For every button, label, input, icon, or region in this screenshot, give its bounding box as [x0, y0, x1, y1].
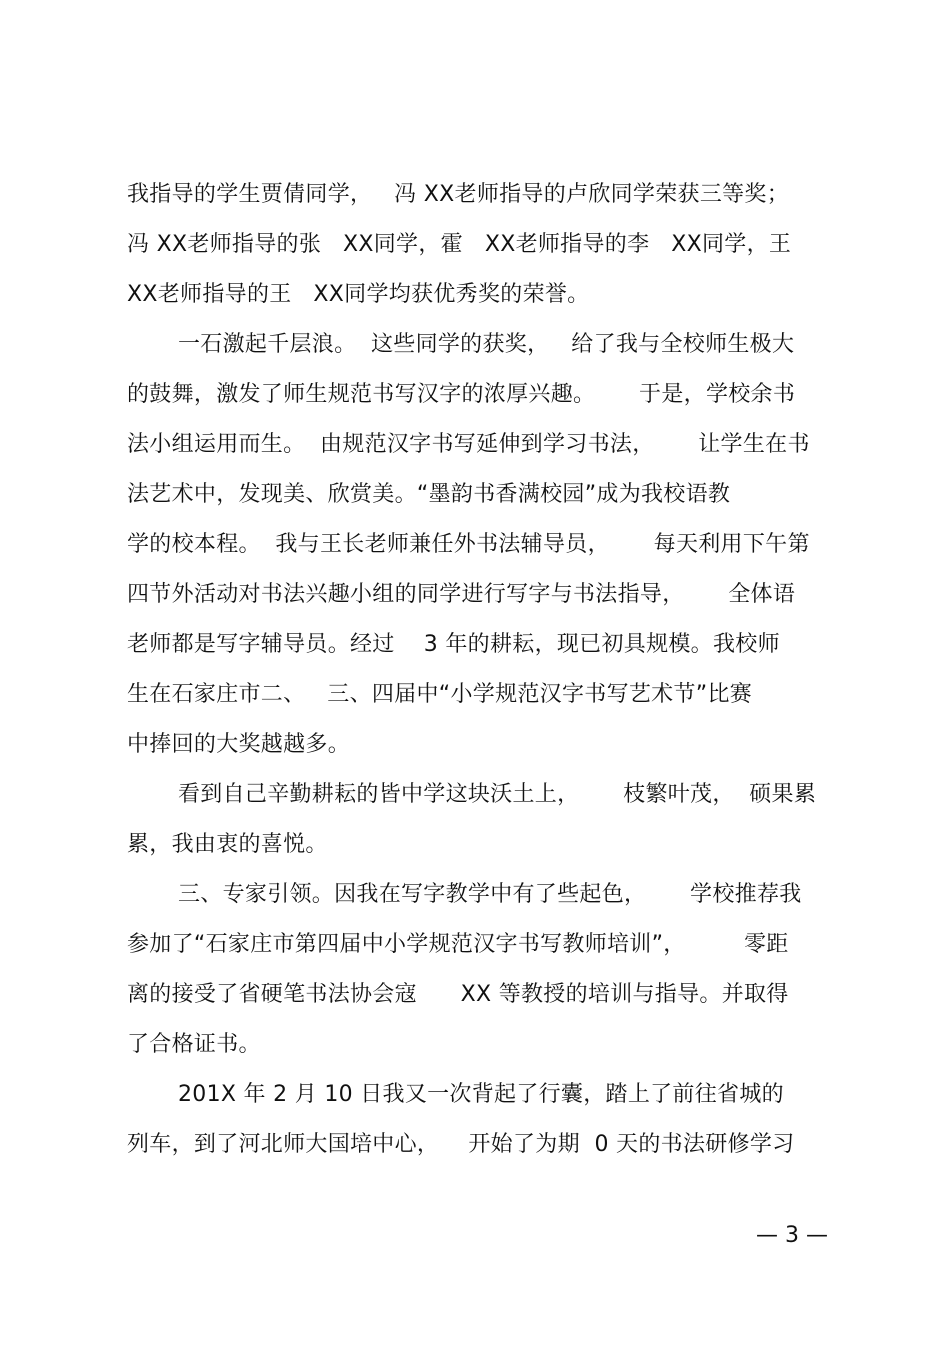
paragraph-start-line: 看到自己辛勤耕耘的皆中学这块沃土上， 枝繁叶茂， 硕果累	[178, 782, 817, 807]
text-line: XX老师指导的王 XX同学均获优秀奖的荣誉。	[127, 282, 590, 307]
text-line: 了合格证书。	[127, 1032, 261, 1057]
text-line: 中捧回的大奖越越多。	[127, 732, 351, 757]
paragraph-start-line: 三、专家引领。因我在写字教学中有了些起色， 学校推荐我	[178, 882, 802, 907]
text-line: 我指导的学生贾倩同学， 冯 XX老师指导的卢欣同学荣获三等奖；	[127, 182, 790, 207]
text-line: 四节外活动对书法兴趣小组的同学进行写字与书法指导， 全体语	[127, 582, 796, 607]
text-line: 法艺术中，发现美、欣赏美。“墨韵书香满校园”成为我校语教	[127, 482, 731, 507]
text-line: 老师都是写字辅导员。经过 3 年的耕耘，现已初具规模。我校师	[127, 632, 780, 657]
text-line: 列车，到了河北师大国培中心， 开始了为期 0 天的书法研修学习	[127, 1132, 795, 1157]
paragraph-start-line: 201X 年 2 月 10 日我又一次背起了行囊，踏上了前往省城的	[178, 1082, 784, 1107]
text-line: 生在石家庄市二、 三、四届中“小学规范汉字书写艺术节”比赛	[127, 682, 753, 707]
text-line: 学的校本程。 我与王长老师兼任外书法辅导员， 每天利用下午第	[127, 532, 810, 557]
page-number: — 3 —	[756, 1223, 828, 1248]
text-line: 参加了“石家庄市第四届中小学规范汉字书写教师培训”， 零距	[127, 932, 789, 957]
paragraph-start-line: 一石激起千层浪。 这些同学的获奖， 给了我与全校师生极大	[178, 332, 795, 357]
text-line: 的鼓舞，激发了师生规范书写汉字的浓厚兴趣。 于是，学校余书	[127, 382, 796, 407]
text-line: 冯 XX老师指导的张 XX同学，霍 XX老师指导的李 XX同学，王	[127, 232, 792, 257]
text-line: 离的接受了省硬笔书法协会寇 XX 等教授的培训与指导。并取得	[127, 982, 789, 1007]
text-line: 累，我由衷的喜悦。	[127, 832, 328, 857]
text-line: 法小组运用而生。 由规范汉字书写延伸到学习书法， 让学生在书	[127, 432, 810, 457]
